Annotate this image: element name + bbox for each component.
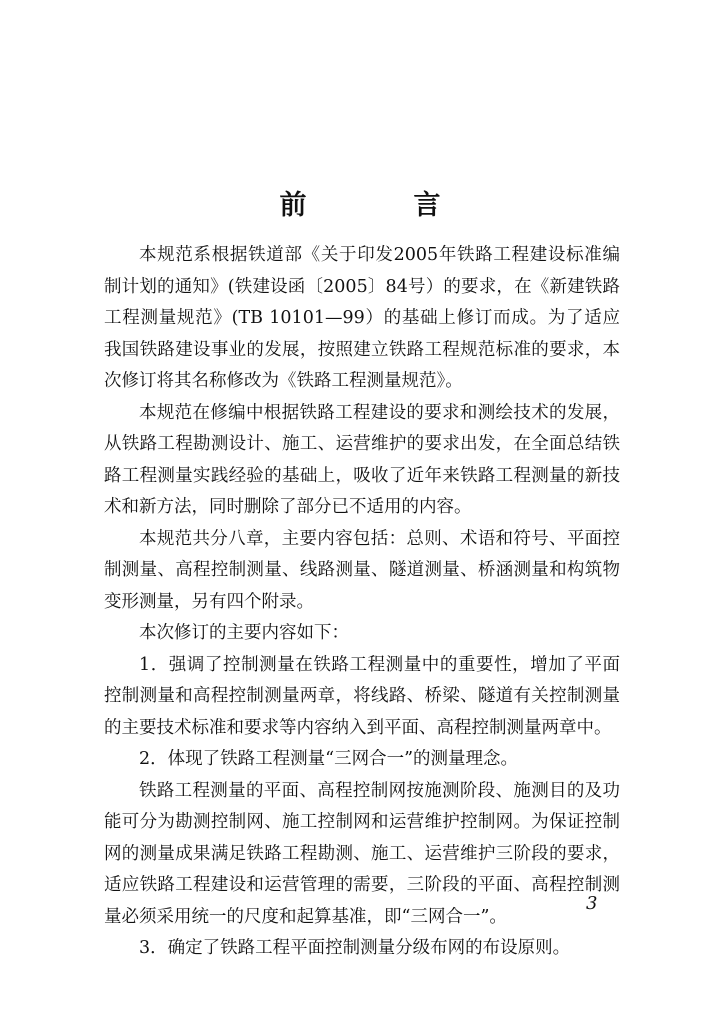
page-title: 前 言 <box>279 190 481 221</box>
paragraph: 1．强调了控制测量在铁路工程测量中的重要性，增加了平面控制测量和高程控制测量两章，将线路、桥梁、隧道有关控制测量的主要技术标准和要求等内容纳入到平面、高程控制测量两章中。 <box>104 654 620 738</box>
paragraph: 铁路工程测量的平面、高程控制网按施测阶段、施测目的及功能可分为勘测控制网、施工控制网和运营维护控制网。为保证控制网的测量成果满足铁路工程勘测、施工、运营维护三阶段的要求，适应铁路工程建设和运营管理的需要，三阶段的平面、高程控制测量必须采用统一的尺度和起算基准，即“三网合一”。 <box>104 780 620 927</box>
paragraph: 3．确定了铁路工程平面控制测量分级布网的布设原则。 <box>139 938 571 958</box>
paragraph: 本规范在修编中根据铁路工程建设的要求和测绘技术的发展，从铁路工程勘测设计、施工、运营维护的要求出发，在全面总结铁路工程测量实践经验的基础上，吸收了近年来铁路工程测量的新技术和新方法，同时删除了部分已不适用的内容。 <box>104 402 620 517</box>
paragraph: 2．体现了铁路工程测量“三网合一”的测量理念。 <box>139 749 519 769</box>
paragraph: 本规范系根据铁道部《关于印发2005年铁路工程建设标准编制计划的通知》(铁建设函〔2005〕84号）的要求，在《新建铁路工程测量规范》(TB 10101—99）的基础上修订而成。为了适应我国铁路建设事业的发展，按照建立铁路工程规范标准的要求，本次修订将其名称修改为《铁路工程测量规范》。 <box>104 245 620 391</box>
page-number: 3 <box>586 893 598 914</box>
paragraph: 本规范共分八章，主要内容包括：总则、术语和符号、平面控制测量、高程控制测量、线路测量、隧道测量、桥涵测量和构筑物变形测量，另有四个附录。 <box>104 528 620 612</box>
paragraph: 本次修订的主要内容如下： <box>139 623 349 643</box>
body-text <box>104 240 620 965</box>
